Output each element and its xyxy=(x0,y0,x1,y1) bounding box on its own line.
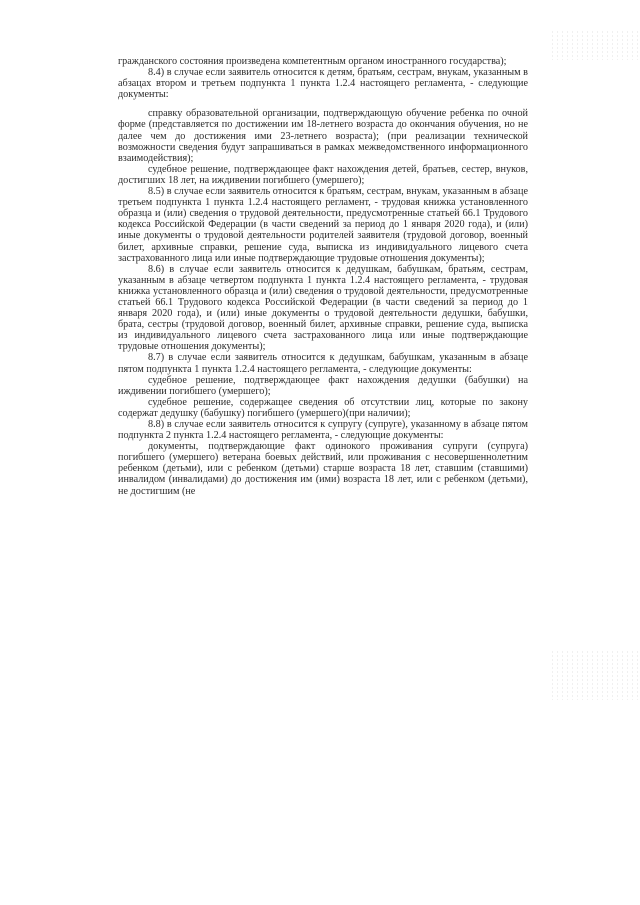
document-body xyxy=(118,56,528,497)
scan-noise xyxy=(550,30,640,60)
paragraph: судебное решение, подтверждающее факт нахождения детей, братьев, сестер, внуков, достигших 18 лет, на иждивении погибшего (умершего); xyxy=(118,163,528,186)
paragraph: 8.5) в случае если заявитель относится к братьям, сестрам, внукам, указанным в абзаце третьем подпункта 1 пункта 1.2.4 настоящего регламент, - трудовая книжка установленного образца и (или) сведения о трудовой деятельности, предусмотренные статьей 66.1 Трудового кодекса Российской Федерации (в части сведений за период до 1 января 2020 года), и (или) иные документы о трудовой деятельности родителей заявителя (трудовой договор, военный билет, архивные справки, решение суда, выписка из индивидуального лицевого счета застрахованного лица или иные подтверждающие трудовые отношения документы); xyxy=(118,186,528,264)
paragraph: 8.7) в случае если заявитель относится к дедушкам, бабушкам, указанным в абзаце пятом подпункта 1 пункта 1.2.4 настоящего регламента, - следующие документы: xyxy=(118,352,528,375)
paragraph: 8.4) в случае если заявитель относится к детям, братьям, сестрам, внукам, указанным в абзацах втором и третьем подпункта 1 пункта 1.2.4 настоящего регламента, - следующие документы: xyxy=(118,67,528,101)
paragraph: судебное решение, подтверждающее факт нахождения дедушки (бабушки) на иждивении погибшего (умершего); xyxy=(118,374,528,397)
paragraph: судебное решение, содержащее сведения об отсутствии лиц, которые по закону содержат дедушку (бабушку) погибшего (умершего)(при наличии); xyxy=(118,396,528,419)
paragraph: справку образовательной организации, подтверждающую обучение ребенка по очной форме (представляется по достижении им 18-летнего возраста до окончания обучения, но не далее чем до достижения ими 23-летнего возраста); (при реализации технической возможности сведения будут запрашиваться в рамках межведомственного информационного взаимодействия); xyxy=(118,108,528,164)
scan-noise xyxy=(550,650,640,700)
paragraph: гражданского состояния произведена компетентным органом иностранного государства); xyxy=(118,56,507,67)
paragraph: 8.6) в случае если заявитель относится к дедушкам, бабушкам, братьям, сестрам, указанным в абзаце четвертом подпункта 1 пункта 1.2.4 настоящего регламента, - трудовая книжка установленного образца и (или) сведения о трудовой деятельности, предусмотренные статьей 66.1 Трудового кодекса Российской Федерации (в части сведений за период до 1 января 2020 года), и (или) иные документы о трудовой деятельности дедушки, бабушки, брата, сестры (трудовой договор, военный билет, архивные справки, решение суда, выписка из индивидуального лицевого счета застрахованного лица или иные подтверждающие трудовые отношения документы); xyxy=(118,263,528,353)
paragraph: документы, подтверждающие факт одинокого проживания супруги (супруга) погибшего (умершего) ветерана боевых действий, или проживания с несовершеннолетним ребенком (детьми), или с ребенком (детьми) старше возраста 18 лет, ставшим (ставшими) инвалидом (инвалидами) до достижения им (ими) возраста 18 лет, или с ребенком (детьми), не достигшим (не xyxy=(118,441,528,497)
paragraph: 8.8) в случае если заявитель относится к супругу (супруге), указанному в абзаце пятом подпункта 2 пункта 1.2.4 настоящего регламента, - следующие документы: xyxy=(118,419,528,442)
